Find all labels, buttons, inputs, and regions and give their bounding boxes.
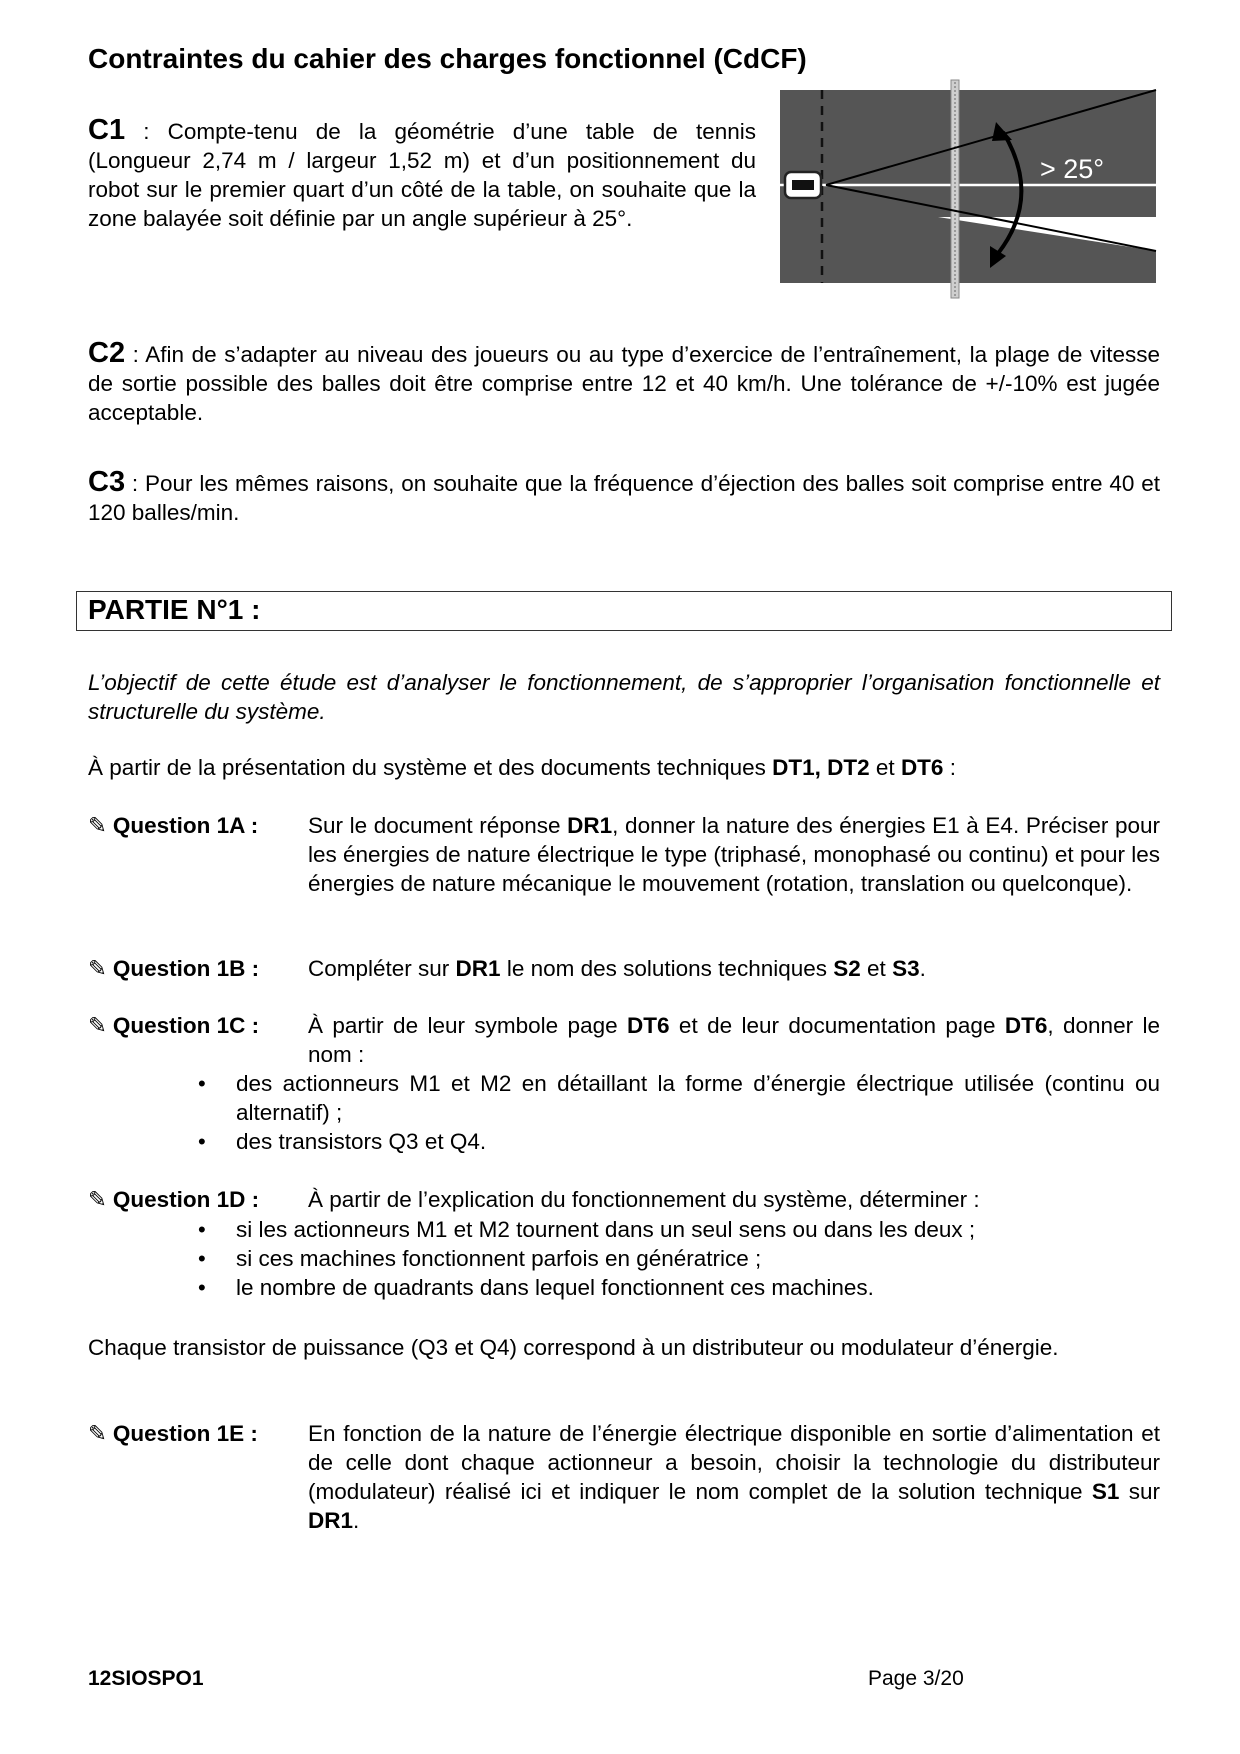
table-net	[951, 80, 959, 298]
table-sweep-diagram	[778, 78, 1158, 300]
part-title: PARTIE N°1 :	[88, 594, 261, 625]
list-item: • si les actionneurs M1 et M2 tournent dans un seul sens ou dans les deux ;	[198, 1215, 1160, 1244]
question-1c-label: ✎ Question 1C :	[88, 1013, 260, 1038]
question-1c-text: À partir de leur symbole page DT6 et de leur documentation page DT6, donner le nom :	[308, 1013, 1160, 1067]
list-item: • si ces machines fonctionnent parfois en génératrice ;	[198, 1244, 1160, 1273]
constraint-c2	[88, 339, 1160, 427]
constraint-c3	[88, 468, 1160, 527]
list-item: • des transistors Q3 et Q4.	[198, 1127, 1160, 1156]
footer-code: 12SIOSPO1	[88, 1667, 204, 1690]
pencil-icon: ✎	[88, 1187, 107, 1212]
question-1a-label: ✎ Question 1A :	[88, 813, 259, 838]
part-intro: À partir de la présentation du système et des documents techniques DT1, DT2 et DT6 :	[88, 755, 956, 780]
question-1d-bullets	[198, 1215, 1160, 1302]
pencil-icon: ✎	[88, 1421, 107, 1446]
question-1e-label: ✎ Question 1E :	[88, 1421, 258, 1446]
constraint-c1	[88, 116, 756, 233]
pencil-icon: ✎	[88, 1013, 107, 1038]
question-1b-text: Compléter sur DR1 le nom des solutions techniques S2 et S3.	[308, 956, 926, 981]
question-1d-text: À partir de l’explication du fonctionnement du système, déterminer :	[308, 1187, 980, 1212]
page-title: Contraintes du cahier des charges fonctionnel (CdCF)	[88, 43, 807, 74]
constraint-c2-label: C2	[88, 337, 126, 369]
question-1d-label: ✎ Question 1D :	[88, 1187, 260, 1212]
constraint-c3-label: C3	[88, 466, 126, 498]
question-1e-text: En fonction de la nature de l’énergie électrique disponible en sortie d’alimentation et de celle dont chaque actionneur a besoin, choisir la technologie du distributeur (modulateur) réalisé ici et indiquer le nom complet de la solution technique S1 sur DR1.	[308, 1421, 1160, 1533]
pencil-icon: ✎	[88, 956, 107, 981]
question-1c-bullets	[198, 1069, 1160, 1156]
list-item: • des actionneurs M1 et M2 en détaillant la forme d’énergie électrique utilisée (continu ou alternatif) ;	[198, 1069, 1160, 1127]
list-item: • le nombre de quadrants dans lequel fonctionnent ces machines.	[198, 1273, 1160, 1302]
constraint-c2-text: : Afin de s’adapter au niveau des joueurs ou au type d’exercice de l’entraînement, la plage de vitesse de sortie possible des balles doit être comprise entre 12 et 40 km/h. Une tolérance de +/-10% est jugée acceptable.	[88, 342, 1160, 425]
footer-page-number: Page 3/20	[868, 1667, 964, 1690]
transistor-note: Chaque transistor de puissance (Q3 et Q4) correspond à un distributeur ou modulateur d’énergie.	[88, 1335, 1059, 1360]
pencil-icon: ✎	[88, 813, 107, 838]
constraint-c1-label: C1	[88, 114, 126, 146]
constraint-c3-text: : Pour les mêmes raisons, on souhaite que la fréquence d’éjection des balles soit comprise entre 40 et 120 balles/min.	[88, 471, 1160, 525]
question-1a-text: Sur le document réponse DR1, donner la nature des énergies E1 à E4. Préciser pour les énergies de nature électrique le type (triphasé, monophasé ou continu) et pour les énergies de nature mécanique le mouvement (rotation, translation ou quelconque).	[308, 813, 1160, 896]
part-objective: L’objectif de cette étude est d’analyser le fonctionnement, de s’approprier l’organisation fonctionnelle et structurelle du système.	[88, 670, 1160, 724]
angle-label: > 25°	[1040, 154, 1105, 184]
constraint-c1-text: : Compte-tenu de la géométrie d’une table de tennis (Longueur 2,74 m / largeur 1,52 m) et d’un positionnement du robot sur le premier quart d’un côté de la table, on souhaite que la zone balayée soit définie par un angle supérieur à 25°.	[88, 119, 756, 231]
table-sweep-figure	[778, 78, 1158, 300]
part-title-box	[76, 591, 1172, 631]
question-1b-label: ✎ Question 1B :	[88, 956, 260, 981]
